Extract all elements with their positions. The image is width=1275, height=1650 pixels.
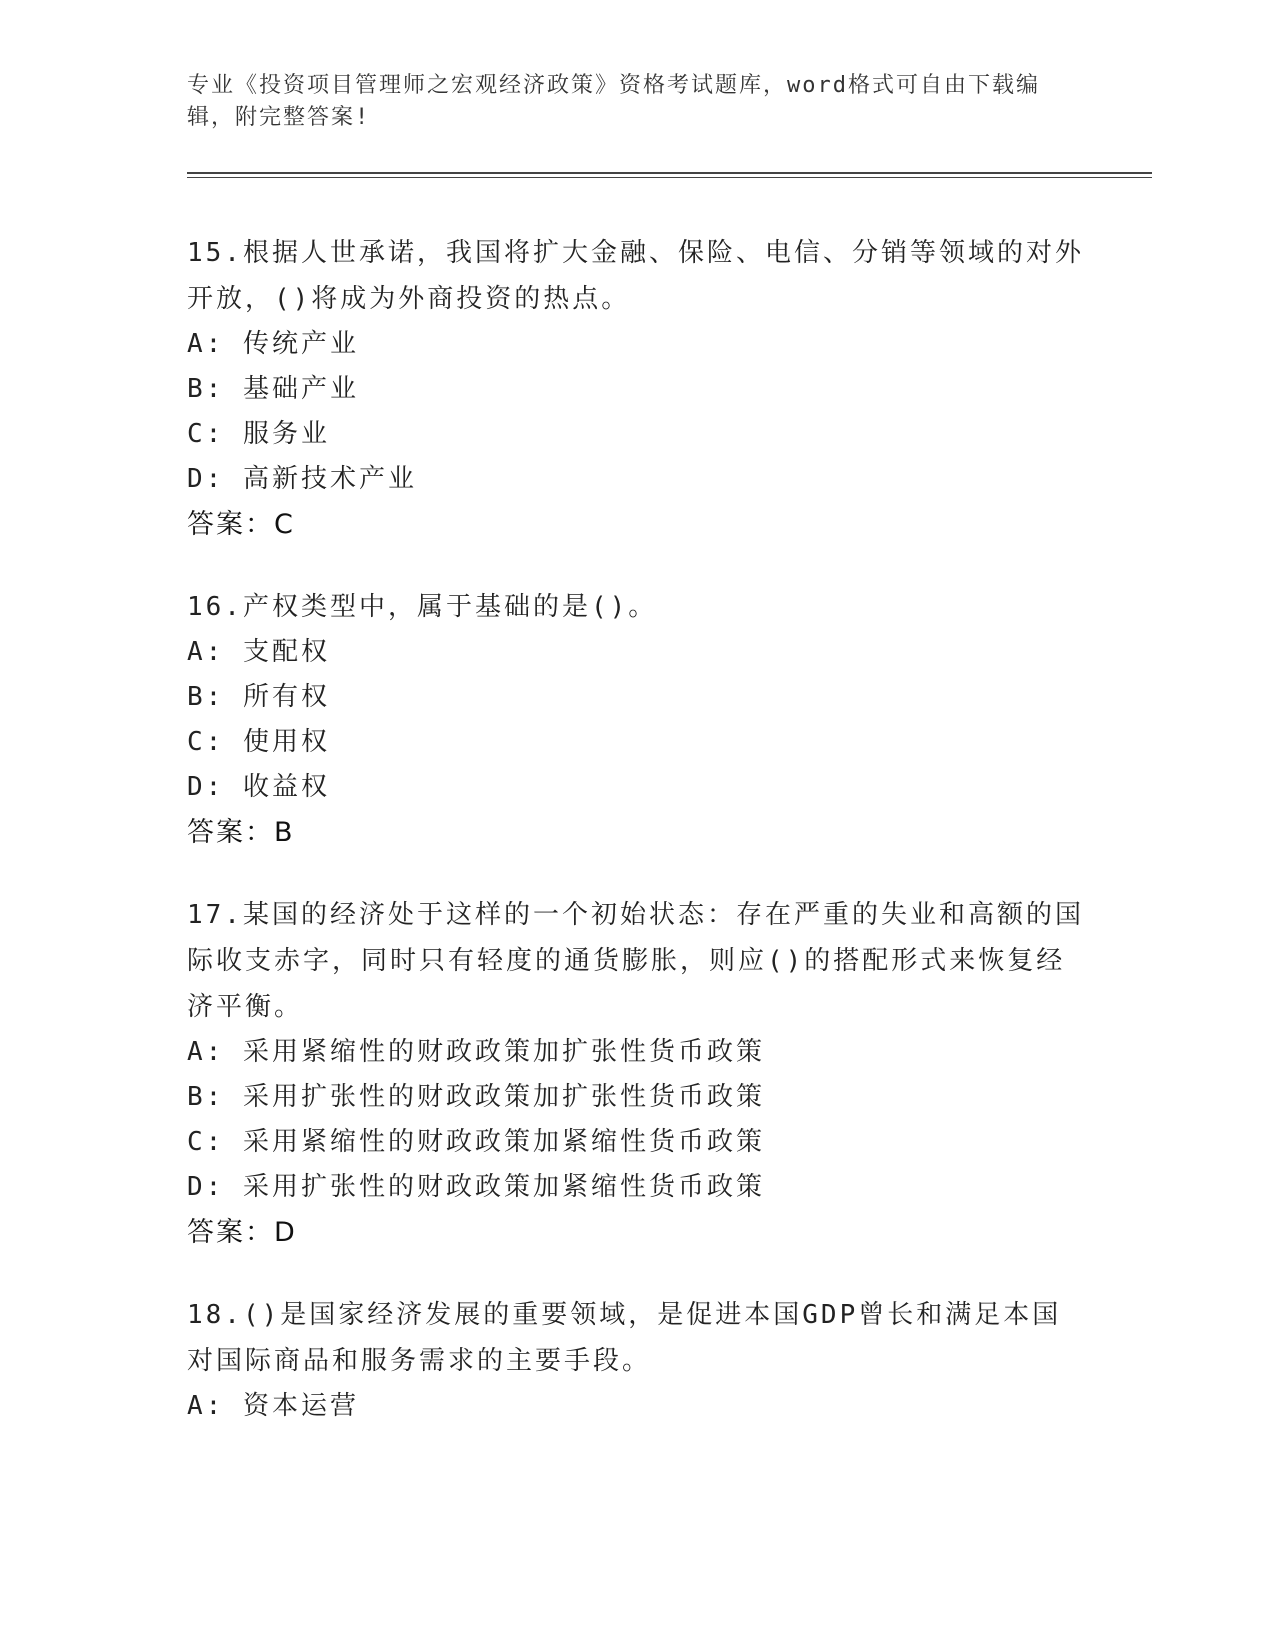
question-stem: 17.某国的经济处于这样的一个初始状态：存在严重的失业和高额的国际收支赤字，同时只有轻度的通货膨胀，则应()的搭配形式来恢复经济平衡。 (187, 900, 1084, 1022)
option-d: D: 采用扩张性的财政政策加紧缩性货币政策 (187, 1172, 765, 1202)
option-b: B: 采用扩张性的财政政策加扩张性货币政策 (187, 1082, 765, 1112)
option-d: D: 收益权 (187, 772, 330, 802)
question-17 (187, 892, 1087, 1256)
option-a: A: 资本运营 (187, 1391, 359, 1421)
option-c: C: 采用紧缩性的财政政策加紧缩性货币政策 (187, 1127, 765, 1157)
option-a: A: 支配权 (187, 637, 330, 667)
document-page (187, 70, 1087, 1429)
answer-line: 答案：D (187, 1217, 297, 1248)
header-divider (187, 172, 1152, 178)
option-c: C: 服务业 (187, 419, 330, 449)
document-header: 专业《投资项目管理师之宏观经济政策》资格考试题库，word格式可自由下载编辑，附完整答案! (187, 73, 1040, 130)
question-stem: 18.()是国家经济发展的重要领域，是促进本国GDP曾长和满足本国对国际商品和服务需求的主要手段。 (187, 1300, 1062, 1376)
question-stem: 16.产权类型中，属于基础的是()。 (187, 592, 658, 622)
question-15 (187, 230, 1087, 548)
question-18 (187, 1292, 1087, 1429)
option-a: A: 传统产业 (187, 329, 359, 359)
option-a: A: 采用紧缩性的财政政策加扩张性货币政策 (187, 1037, 765, 1067)
question-16 (187, 584, 1087, 856)
answer-line: 答案：B (187, 817, 295, 848)
answer-line: 答案：C (187, 509, 295, 540)
question-stem: 15.根据人世承诺，我国将扩大金融、保险、电信、分销等领域的对外开放，()将成为外商投资的热点。 (187, 238, 1084, 314)
option-c: C: 使用权 (187, 727, 330, 757)
option-b: B: 基础产业 (187, 374, 359, 404)
question-list (187, 230, 1087, 1429)
option-d: D: 高新技术产业 (187, 464, 417, 494)
option-b: B: 所有权 (187, 682, 330, 712)
